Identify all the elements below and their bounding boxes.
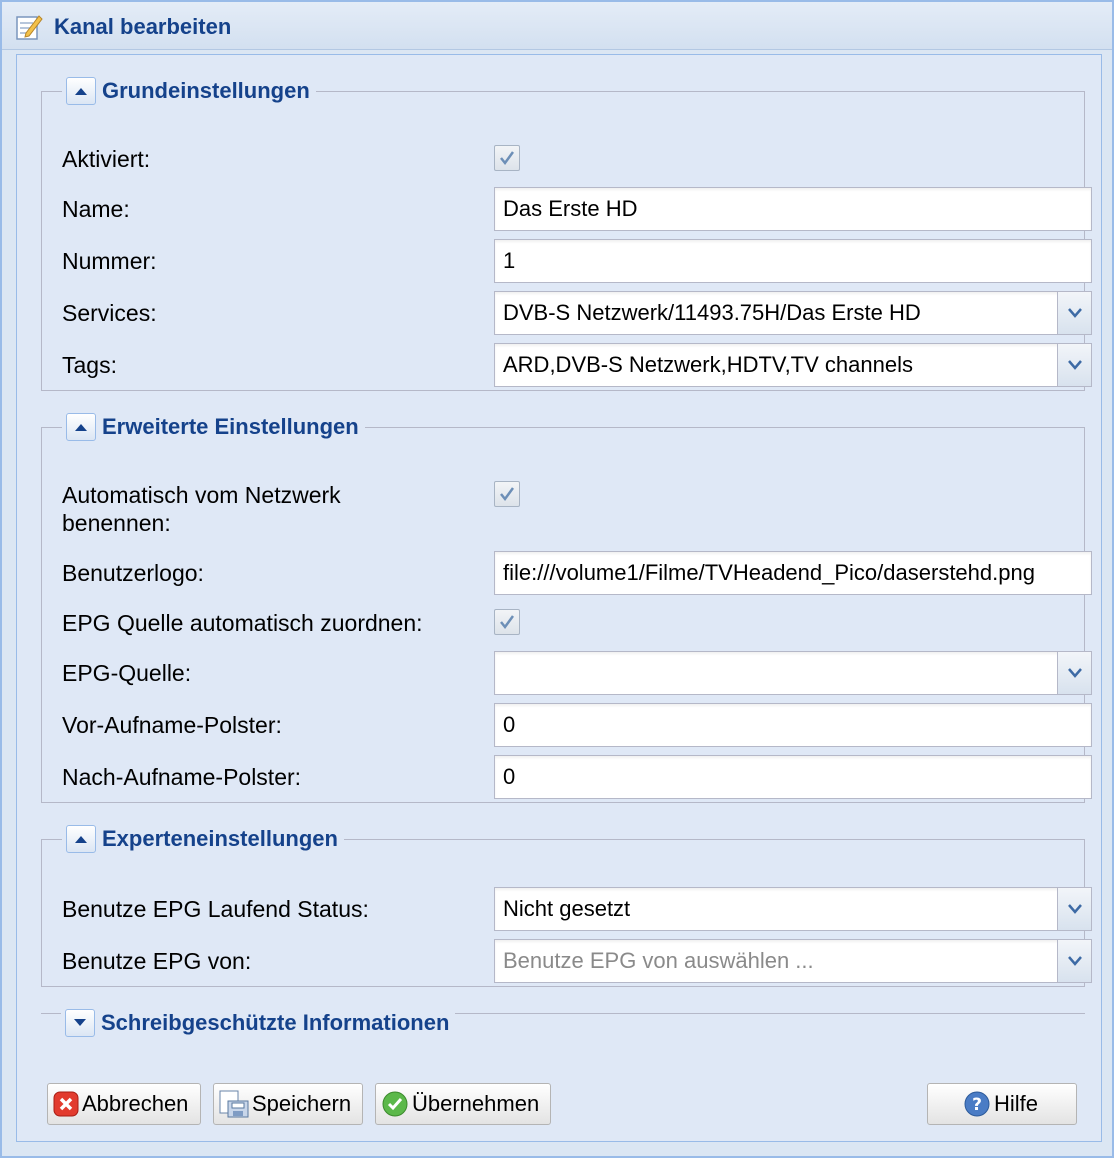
chevron-down-icon <box>1068 904 1082 914</box>
userlogo-input[interactable]: file:///volume1/Filme/TVHeadend_Pico/daserstehd.png <box>494 551 1092 595</box>
services-dropdown-trigger[interactable] <box>1057 292 1091 334</box>
cancel-button-label: Abbrechen <box>82 1091 189 1116</box>
help-icon <box>962 1089 992 1119</box>
number-label: Nummer: <box>62 248 157 274</box>
chevron-down-icon <box>1068 308 1082 318</box>
row-enabled <box>62 137 1072 181</box>
chevron-up-icon <box>74 422 88 432</box>
cancel-button[interactable] <box>47 1083 201 1125</box>
name-input[interactable]: Das Erste HD <box>494 187 1092 231</box>
expand-readonly-button[interactable] <box>65 1009 95 1037</box>
fieldset-expert-legend <box>62 825 344 853</box>
save-button-label: Speichern <box>252 1091 352 1116</box>
epgrunning-combo[interactable] <box>494 887 1092 931</box>
apply-button-label: Übernehmen <box>412 1091 540 1116</box>
epgparent-label: Benutze EPG von: <box>62 948 252 974</box>
window-title: Kanal bearbeiten <box>54 14 232 39</box>
enabled-checkbox[interactable] <box>494 145 520 171</box>
checkmark-icon <box>498 149 516 167</box>
window-titlebar[interactable] <box>2 2 1112 50</box>
collapse-expert-button[interactable] <box>66 825 96 853</box>
tags-label: Tags: <box>62 352 117 378</box>
check-circle-icon <box>380 1089 410 1119</box>
save-icon <box>218 1089 250 1119</box>
fieldset-basic-legend <box>62 77 316 105</box>
services-value: DVB-S Netzwerk/11493.75H/Das Erste HD <box>503 300 921 325</box>
tags-combo[interactable] <box>494 343 1092 387</box>
svg-text:?: ? <box>972 1095 982 1115</box>
epgparent-placeholder: Benutze EPG von auswählen ... <box>503 948 814 973</box>
apply-button[interactable] <box>375 1083 551 1125</box>
row-epgparent <box>62 939 1072 983</box>
edit-note-icon <box>14 12 44 42</box>
epgrunning-label: Benutze EPG Laufend Status: <box>62 896 369 922</box>
chevron-up-icon <box>74 86 88 96</box>
chevron-up-icon <box>74 834 88 844</box>
prepad-input[interactable]: 0 <box>494 703 1092 747</box>
checkmark-icon <box>498 613 516 631</box>
fieldset-basic-title: Grundeinstellungen <box>102 78 310 103</box>
postpad-label: Nach-Aufname-Polster: <box>62 764 302 790</box>
help-button-label: Hilfe <box>994 1091 1039 1116</box>
row-prepad <box>62 703 1072 747</box>
epgsource-label: EPG-Quelle: <box>62 660 192 686</box>
row-epgsource <box>62 651 1072 695</box>
row-userlogo <box>62 551 1072 595</box>
fieldset-advanced <box>41 413 1085 803</box>
epgsource-dropdown-trigger[interactable] <box>1057 652 1091 694</box>
chevron-down-icon <box>73 1018 87 1028</box>
epgauto-checkbox[interactable] <box>494 609 520 635</box>
form-body <box>16 54 1102 1142</box>
fieldset-readonly-legend <box>61 1009 455 1037</box>
enabled-label: Aktiviert: <box>62 146 151 172</box>
chevron-down-icon <box>1068 360 1082 370</box>
fieldset-basic <box>41 77 1085 391</box>
autoname-checkbox[interactable] <box>494 481 520 507</box>
tags-value: ARD,DVB-S Netzwerk,HDTV,TV channels <box>503 352 913 377</box>
collapse-advanced-button[interactable] <box>66 413 96 441</box>
chevron-down-icon <box>1068 956 1082 966</box>
number-input[interactable]: 1 <box>494 239 1092 283</box>
name-label: Name: <box>62 196 130 222</box>
tags-dropdown-trigger[interactable] <box>1057 344 1091 386</box>
services-label: Services: <box>62 300 157 326</box>
row-postpad <box>62 755 1072 799</box>
row-epgauto <box>62 601 1072 645</box>
epgrunning-value: Nicht gesetzt <box>503 896 631 921</box>
row-name <box>62 187 1072 231</box>
chevron-down-icon <box>1068 668 1082 678</box>
fieldset-expert-title: Experteneinstellungen <box>102 826 338 851</box>
epgauto-label: EPG Quelle automatisch zuordnen: <box>62 610 423 636</box>
prepad-label: Vor-Aufname-Polster: <box>62 712 282 738</box>
postpad-input[interactable]: 0 <box>494 755 1092 799</box>
help-button[interactable] <box>927 1083 1077 1125</box>
epgparent-combo[interactable] <box>494 939 1092 983</box>
checkmark-icon <box>498 485 516 503</box>
row-autoname <box>62 473 1072 536</box>
fieldset-expert <box>41 825 1085 987</box>
cancel-icon <box>52 1090 80 1118</box>
autoname-label: Automatisch vom Netzwerk benennen: <box>62 482 341 536</box>
fieldset-advanced-title: Erweiterte Einstellungen <box>102 414 359 439</box>
save-button[interactable] <box>213 1083 363 1125</box>
epgrunning-dropdown-trigger[interactable] <box>1057 888 1091 930</box>
fieldset-advanced-legend <box>62 413 365 441</box>
fieldset-readonly-title: Schreibgeschützte Informationen <box>101 1010 450 1035</box>
epgsource-combo[interactable] <box>494 651 1092 695</box>
row-number <box>62 239 1072 283</box>
row-epgrunning <box>62 887 1072 931</box>
epgparent-dropdown-trigger[interactable] <box>1057 940 1091 982</box>
row-tags <box>62 343 1072 387</box>
services-combo[interactable] <box>494 291 1092 335</box>
row-services <box>62 291 1072 335</box>
userlogo-label: Benutzerlogo: <box>62 560 204 586</box>
collapse-basic-button[interactable] <box>66 77 96 105</box>
